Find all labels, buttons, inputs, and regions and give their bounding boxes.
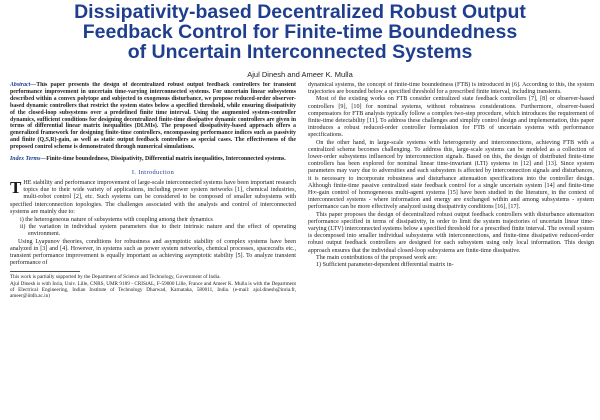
footnote-affiliations: Ajul Dinesh is with Inria, Univ. Lille, CNRS, UMR 9189 - CRIStAL, F-59000 Lille, France and Ameer K. Mulla is with the Department of Electrical Engineering, Indian Institute of Technology Dharwad, Karnataka, 580011, India. (e-mail: ajul.dinesh@inria.fr, ameer@iitdh.ac.in) <box>10 280 296 299</box>
footnote-funding: This work is partially supported by the Department of Science and Technology, Government of India. <box>10 274 221 281</box>
two-column-body <box>10 82 594 420</box>
section-heading-introduction: I. Introduction <box>131 168 175 176</box>
intro-paragraph-2: Using Lyapunov theories, conditions for robustness and asymptotic stability of complex systems have been analyzed in [3] and [4]. However, in systems such as power system networks, chemical processes, spacecrafts etc., transient performance improvement is equally important as achieving asymptotic stability [5]. To analyze transient performance of <box>10 238 296 267</box>
paper-title <box>0 0 600 62</box>
footnote-divider <box>10 271 80 272</box>
index-terms-text: Finite-time boundedness, Dissipativity, Differential matrix inequalities, Interconnected systems. <box>46 156 286 163</box>
body-paragraph: The main contributions of the proposed work are: <box>316 254 437 261</box>
authors: Ajul Dinesh and Ameer K. Mulla <box>247 70 353 79</box>
list-item: ii) the variation in individual system parameters due to their intrinsic nature and the effect of operating environment. <box>20 224 296 238</box>
challenges-list <box>10 217 296 239</box>
body-paragraph: 1) Sufficient parameter-dependent differential matrix in- <box>316 262 454 269</box>
index-terms <box>10 156 296 163</box>
body-paragraph: This paper proposes the design of decentralized robust output feedback controllers with disturbance attenuation performance specified in terms of dissipativity, in order to limit the system trajectories of uncertain linear time-varying (LTV) interconnected systems below a specified threshold for a prescribed finite interval. The overall system is decomposed into smaller individual subsystems with interconnections, and finite-time dissipative reduced-order robust output feedback controllers are designed for each subsystem using only local information. This design approach ensures that the individual closed-loop subsystems are finite-time dissipative. <box>308 211 594 254</box>
title-line-3: of Uncertain Interconnected Systems <box>127 41 473 63</box>
abstract <box>10 82 296 151</box>
abstract-text: This paper presents the design of decentralized robust output feedback controllers for transient performance improvement in uncertain time-varying interconnected systems. For uncertain linear subsystems described within a convex polytope and subjected to exogenous disturbance, we propose reduced-order observer-based dynamic controllers that restrict the system states below a specified threshold, while ensuring dissipativity of the closed-loop subsystems over a predefined finite time interval. Using the augmented system-controller dynamics, sufficient conditions for designing decentralized finite-time dissipative dynamic controllers are given in terms of differential linear matrix inequalities (DLMIs). The proposed dissipativity-based approach offers a generalized framework for designing finite-time controllers, encompassing performance indices such as passivity and finite (Q,S,R)-gain, as well as static output feedback controllers as special cases. The effectiveness of the proposed control scheme is demonstrated through numerical simulations. <box>10 82 296 151</box>
right-column <box>308 82 594 420</box>
title-line-2: Feedback Control for Finite-time Boundedness <box>82 21 518 43</box>
left-column <box>10 82 296 420</box>
list-item: i) the heterogeneous nature of subsystems with coupling among their dynamics <box>20 216 213 223</box>
drop-cap: T <box>10 177 22 197</box>
index-terms-label: Index Terms— <box>10 156 47 163</box>
abstract-label: Abstract— <box>10 82 37 88</box>
title-line-1: Dissipativity-based Decentralized Robust Output <box>74 1 526 23</box>
body-paragraph: dynamical systems, the concept of finite-time boundedness (FTB) is introduced in [6]. According to this, the system trajectories are bounded below a specified threshold for a prescribed finite interval, including transients. <box>308 82 594 96</box>
body-paragraph: Most of the existing works on FTB consider centralized state feedback controllers [7], [8] or observer-based controllers [9], [10] for nominal systems, without robustness considerations. Furthermore, observer-based compensators for FTB analysis typically follow a complex two-step procedure, which introduces the requirement of finite-time detectability [11]. To address these challenges and simplify control design and implementation, this paper introduces a robust reduced-order controller formulation for FTB of uncertain systems with performance specifications. <box>308 96 594 139</box>
body-paragraph: On the other hand, in large-scale systems with heterogeneity and interconnections, achieving FTB with a centralized scheme becomes challenging. To address this, large-scale systems can be modeled as a collection of lower-order subsystems influenced by interconnection signals. Based on this, the design of distributed finite-time controllers has been explored for nominal linear time-invariant (LTI) systems in [12] and [13]. Since system parameters may vary due to adversities and each subsystem is affected by interconnection signals and disturbances, it is necessary to incorporate robustness and disturbance attenuation specifications into the controller design. Although finite-time passive centralized state feedback control for a single uncertain system [14] and finite-time H∞-gain control of homogeneous multi-agent systems [15] have been studied in the literature, in the context of interconnected systems - where information and energy are exchanged within and among subsystems - system performance can be more effectively analyzed using dissipativity conditions [16], [17]. <box>308 139 594 211</box>
intro-paragraph-1 <box>10 177 296 216</box>
intro-paragraph-1-text: HE stability and performance improvement of large-scale interconnected systems have been important research topics due to their wide variety of applications, including power system networks [1], chemical industries, multi-robot control [2], etc. Such systems can be considered to be composed of smaller subsystems with specified interconnection topologies. The challenges associated with the analysis and control of interconnected systems are mainly due to: <box>10 179 296 215</box>
